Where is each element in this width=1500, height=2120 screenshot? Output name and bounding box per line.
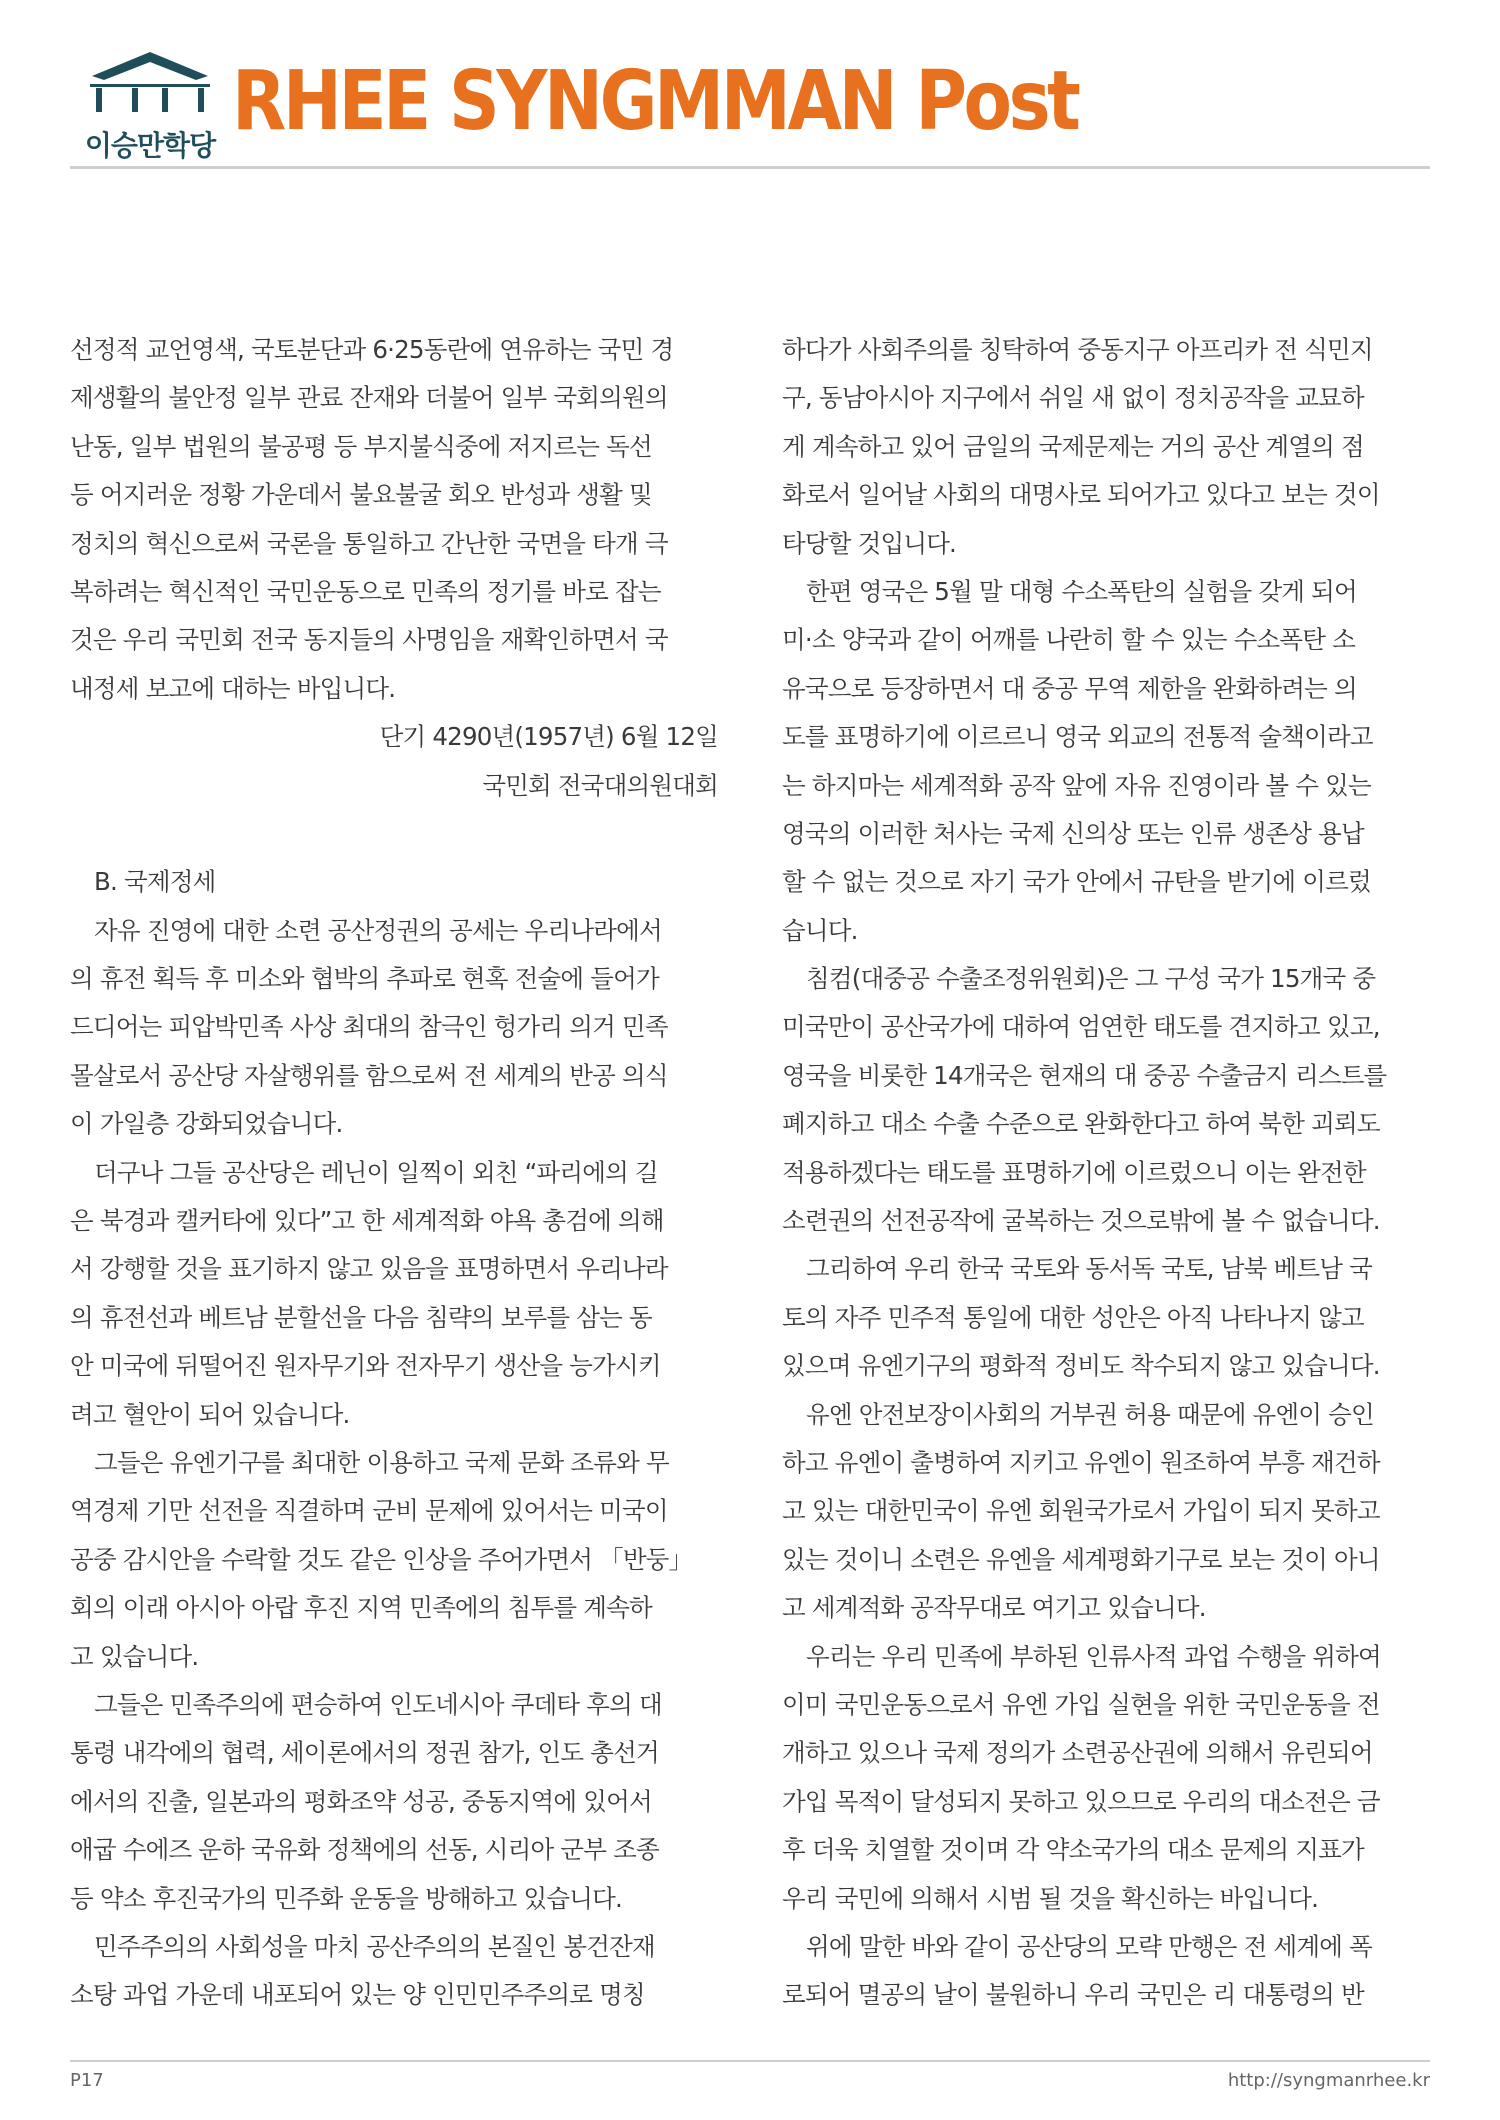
text-line: 가입 목적이 달성되지 못하고 있으므로 우리의 대소전은 금	[782, 1786, 1380, 1816]
text-line: 도를 표명하기에 이르르니 영국 외교의 전통적 술책이라고	[782, 722, 1373, 752]
text-line: 영국의 이러한 처사는 국제 신의상 또는 인류 생존상 용납	[782, 818, 1364, 848]
text-line: 는 하지마는 세계적화 공작 앞에 자유 진영이라 볼 수 있는	[782, 770, 1371, 800]
date-line: 단기 4290년(1957년) 6월 12일	[379, 722, 718, 752]
text-line: 은 북경과 캘커타에 있다”고 한 세계적화 야욕 총검에 의해	[70, 1206, 664, 1236]
text-line: 유국으로 등장하면서 대 중공 무역 제한을 완화하려는 의	[782, 673, 1357, 703]
text-line: 그리하여 우리 한국 국토와 동서독 국토, 남북 베트남 국	[806, 1254, 1372, 1284]
text-line: 후 더욱 치열할 것이며 각 약소국가의 대소 문제의 지표가	[782, 1835, 1364, 1865]
text-line: 서 강행할 것을 표기하지 않고 있음을 표명하면서 우리나라	[70, 1254, 668, 1284]
text-line: 미국만이 공산국가에 대하여 엄연한 태도를 견지하고 있고,	[782, 1012, 1380, 1042]
publication-title: RHEE SYNGMMAN Post	[232, 54, 1078, 149]
text-line: 회의 이래 아시아 아랍 후진 지역 민족에의 침투를 계속하	[70, 1593, 652, 1623]
signature-line: 국민회 전국대의원대회	[482, 770, 718, 800]
text-line: 역경제 기만 선전을 직결하며 군비 문제에 있어서는 미국이	[70, 1496, 668, 1526]
text-line: 정치의 혁신으로써 국론을 통일하고 간난한 국면을 타개 극	[70, 528, 668, 558]
text-line: 안 미국에 뒤떨어진 원자무기와 전자무기 생산을 능가시키	[70, 1351, 661, 1381]
text-line: 영국을 비롯한 14개국은 현재의 대 중공 수출금지 리스트를	[782, 1060, 1387, 1090]
text-line: 소련권의 선전공작에 굴복하는 것으로밖에 볼 수 없습니다.	[782, 1206, 1380, 1236]
text-line: 고 있는 대한민국이 유엔 회원국가로서 가입이 되지 못하고	[782, 1496, 1380, 1526]
text-line: 몰살로서 공산당 자살행위를 함으로써 전 세계의 반공 의식	[70, 1060, 668, 1090]
text-line: 침컴(대중공 수출조정위원회)은 그 구성 국가 15개국 중	[806, 964, 1376, 994]
text-line: 고 세계적화 공작무대로 여기고 있습니다.	[782, 1593, 1206, 1623]
text-line: 등 약소 후진국가의 민주화 운동을 방해하고 있습니다.	[70, 1883, 622, 1913]
text-line: 에서의 진출, 일본과의 평화조약 성공, 중동지역에 있어서	[70, 1786, 652, 1816]
text-line: 내정세 보고에 대하는 바입니다.	[70, 673, 396, 703]
text-line: 유엔 안전보장이사회의 거부권 허용 때문에 유엔이 승인	[806, 1399, 1374, 1429]
text-line: 구, 동남아시아 지구에서 쉬일 새 없이 정치공작을 교묘하	[782, 383, 1364, 413]
masthead	[70, 48, 1430, 168]
text-line: 려고 혈안이 되어 있습니다.	[70, 1399, 350, 1429]
footer-url[interactable]: http://syngmanrhee.kr	[1227, 2070, 1430, 2091]
text-line: 고 있습니다.	[70, 1641, 199, 1671]
text-line: 화로서 일어날 사회의 대명사로 되어가고 있다고 보는 것이	[782, 480, 1380, 510]
text-line: 복하려는 혁신적인 국민운동으로 민족의 정기를 바로 잡는	[70, 576, 661, 606]
section-heading: B. 국제정세	[94, 867, 216, 897]
text-line: 타당할 것입니다.	[782, 528, 957, 558]
text-line: 제생활의 불안정 일부 관료 잔재와 더불어 일부 국회의원의	[70, 383, 668, 413]
text-line: 드디어는 피압박민족 사상 최대의 참극인 헝가리 의거 민족	[70, 1012, 668, 1042]
right-column	[782, 326, 1430, 2020]
text-line: 하고 유엔이 출병하여 지키고 유엔이 원조하여 부흥 재건하	[782, 1447, 1380, 1477]
text-line: 위에 말한 바와 같이 공산당의 모략 만행은 전 세계에 폭	[806, 1931, 1372, 1961]
text-line: 더구나 그들 공산당은 레닌이 일찍이 외친 “파리에의 길	[94, 1157, 658, 1187]
text-line: 우리는 우리 민족에 부하된 인류사적 과업 수행을 위하여	[806, 1641, 1381, 1671]
text-line: 적용하겠다는 태도를 표명하기에 이르렀으니 이는 완전한	[782, 1157, 1366, 1187]
text-line: 애굽 수에즈 운하 국유화 정책에의 선동, 시리아 군부 조종	[70, 1835, 659, 1865]
text-line: 이 가일층 강화되었습니다.	[70, 1109, 343, 1139]
spacer	[70, 810, 718, 858]
text-line: 토의 자주 민주적 통일에 대한 성안은 아직 나타나지 않고	[782, 1302, 1364, 1332]
logo-text: 이승만학당	[84, 129, 216, 162]
text-line: 통령 내각에의 협력, 세이론에서의 정권 참가, 인도 총선거	[70, 1738, 659, 1768]
text-line: 것은 우리 국민회 전국 동지들의 사명임을 재확인하면서 국	[70, 625, 668, 655]
page-number: P17	[70, 2070, 104, 2091]
left-column	[70, 326, 718, 2020]
text-line: 난동, 일부 법원의 불공평 등 부지불식중에 저지르는 독선	[70, 431, 652, 461]
text-line: 민주주의의 사회성을 마치 공산주의의 본질인 봉건잔재	[94, 1931, 655, 1961]
text-line: 있으며 유엔기구의 평화적 정비도 착수되지 않고 있습니다.	[782, 1351, 1380, 1381]
text-line: 선정적 교언영색, 국토분단과 6·25동란에 연유하는 국민 경	[70, 335, 674, 364]
text-line: 의 휴전선과 베트남 분할선을 다음 침략의 보루를 삼는 동	[70, 1302, 652, 1332]
text-line: 소탕 과업 가운데 내포되어 있는 양 인민민주주의로 명칭	[70, 1980, 645, 2010]
text-line: 로되어 멸공의 날이 불원하니 우리 국민은 리 대통령의 반	[782, 1980, 1364, 2010]
text-line: 이미 국민운동으로서 유엔 가입 실현을 위한 국민운동을 전	[782, 1689, 1380, 1719]
header-divider	[70, 166, 1430, 169]
text-line: 있는 것이니 소련은 유엔을 세계평화기구로 보는 것이 아니	[782, 1544, 1380, 1574]
text-line: 그들은 민족주의에 편승하여 인도네시아 쿠데타 후의 대	[94, 1689, 662, 1719]
text-line: 공중 감시안을 수락할 것도 같은 인상을 주어가면서 「반둥」	[70, 1544, 693, 1574]
text-line: 의 휴전 획득 후 미소와 협박의 추파로 현혹 전술에 들어가	[70, 964, 659, 994]
text-line: 게 계속하고 있어 금일의 국제문제는 거의 공산 계열의 점	[782, 431, 1364, 461]
text-line: 등 어지러운 정황 가운데서 불요불굴 회오 반성과 생활 및	[70, 480, 652, 510]
text-line: 그들은 유엔기구를 최대한 이용하고 국제 문화 조류와 무	[94, 1447, 669, 1477]
text-line: 미·소 양국과 같이 어깨를 나란히 할 수 있는 수소폭탄 소	[782, 625, 1355, 655]
text-line: 할 수 없는 것으로 자기 국가 안에서 규탄을 받기에 이르렀	[782, 867, 1371, 897]
text-line: 한편 영국은 5월 말 대형 수소폭탄의 실험을 갖게 되어	[806, 576, 1357, 606]
text-line: 우리 국민에 의해서 시범 될 것을 확신하는 바입니다.	[782, 1883, 1319, 1913]
text-line: 자유 진영에 대한 소련 공산정권의 공세는 우리나라에서	[94, 915, 662, 945]
footer-divider	[70, 2060, 1430, 2062]
text-line: 하다가 사회주의를 칭탁하여 중동지구 아프리카 전 식민지	[782, 335, 1373, 364]
text-line: 습니다.	[782, 915, 858, 945]
text-line: 개하고 있으나 국제 정의가 소련공산권에 의해서 유린되어	[782, 1738, 1373, 1768]
text-line: 폐지하고 대소 수출 수준으로 완화한다고 하여 북한 괴뢰도	[782, 1109, 1380, 1139]
